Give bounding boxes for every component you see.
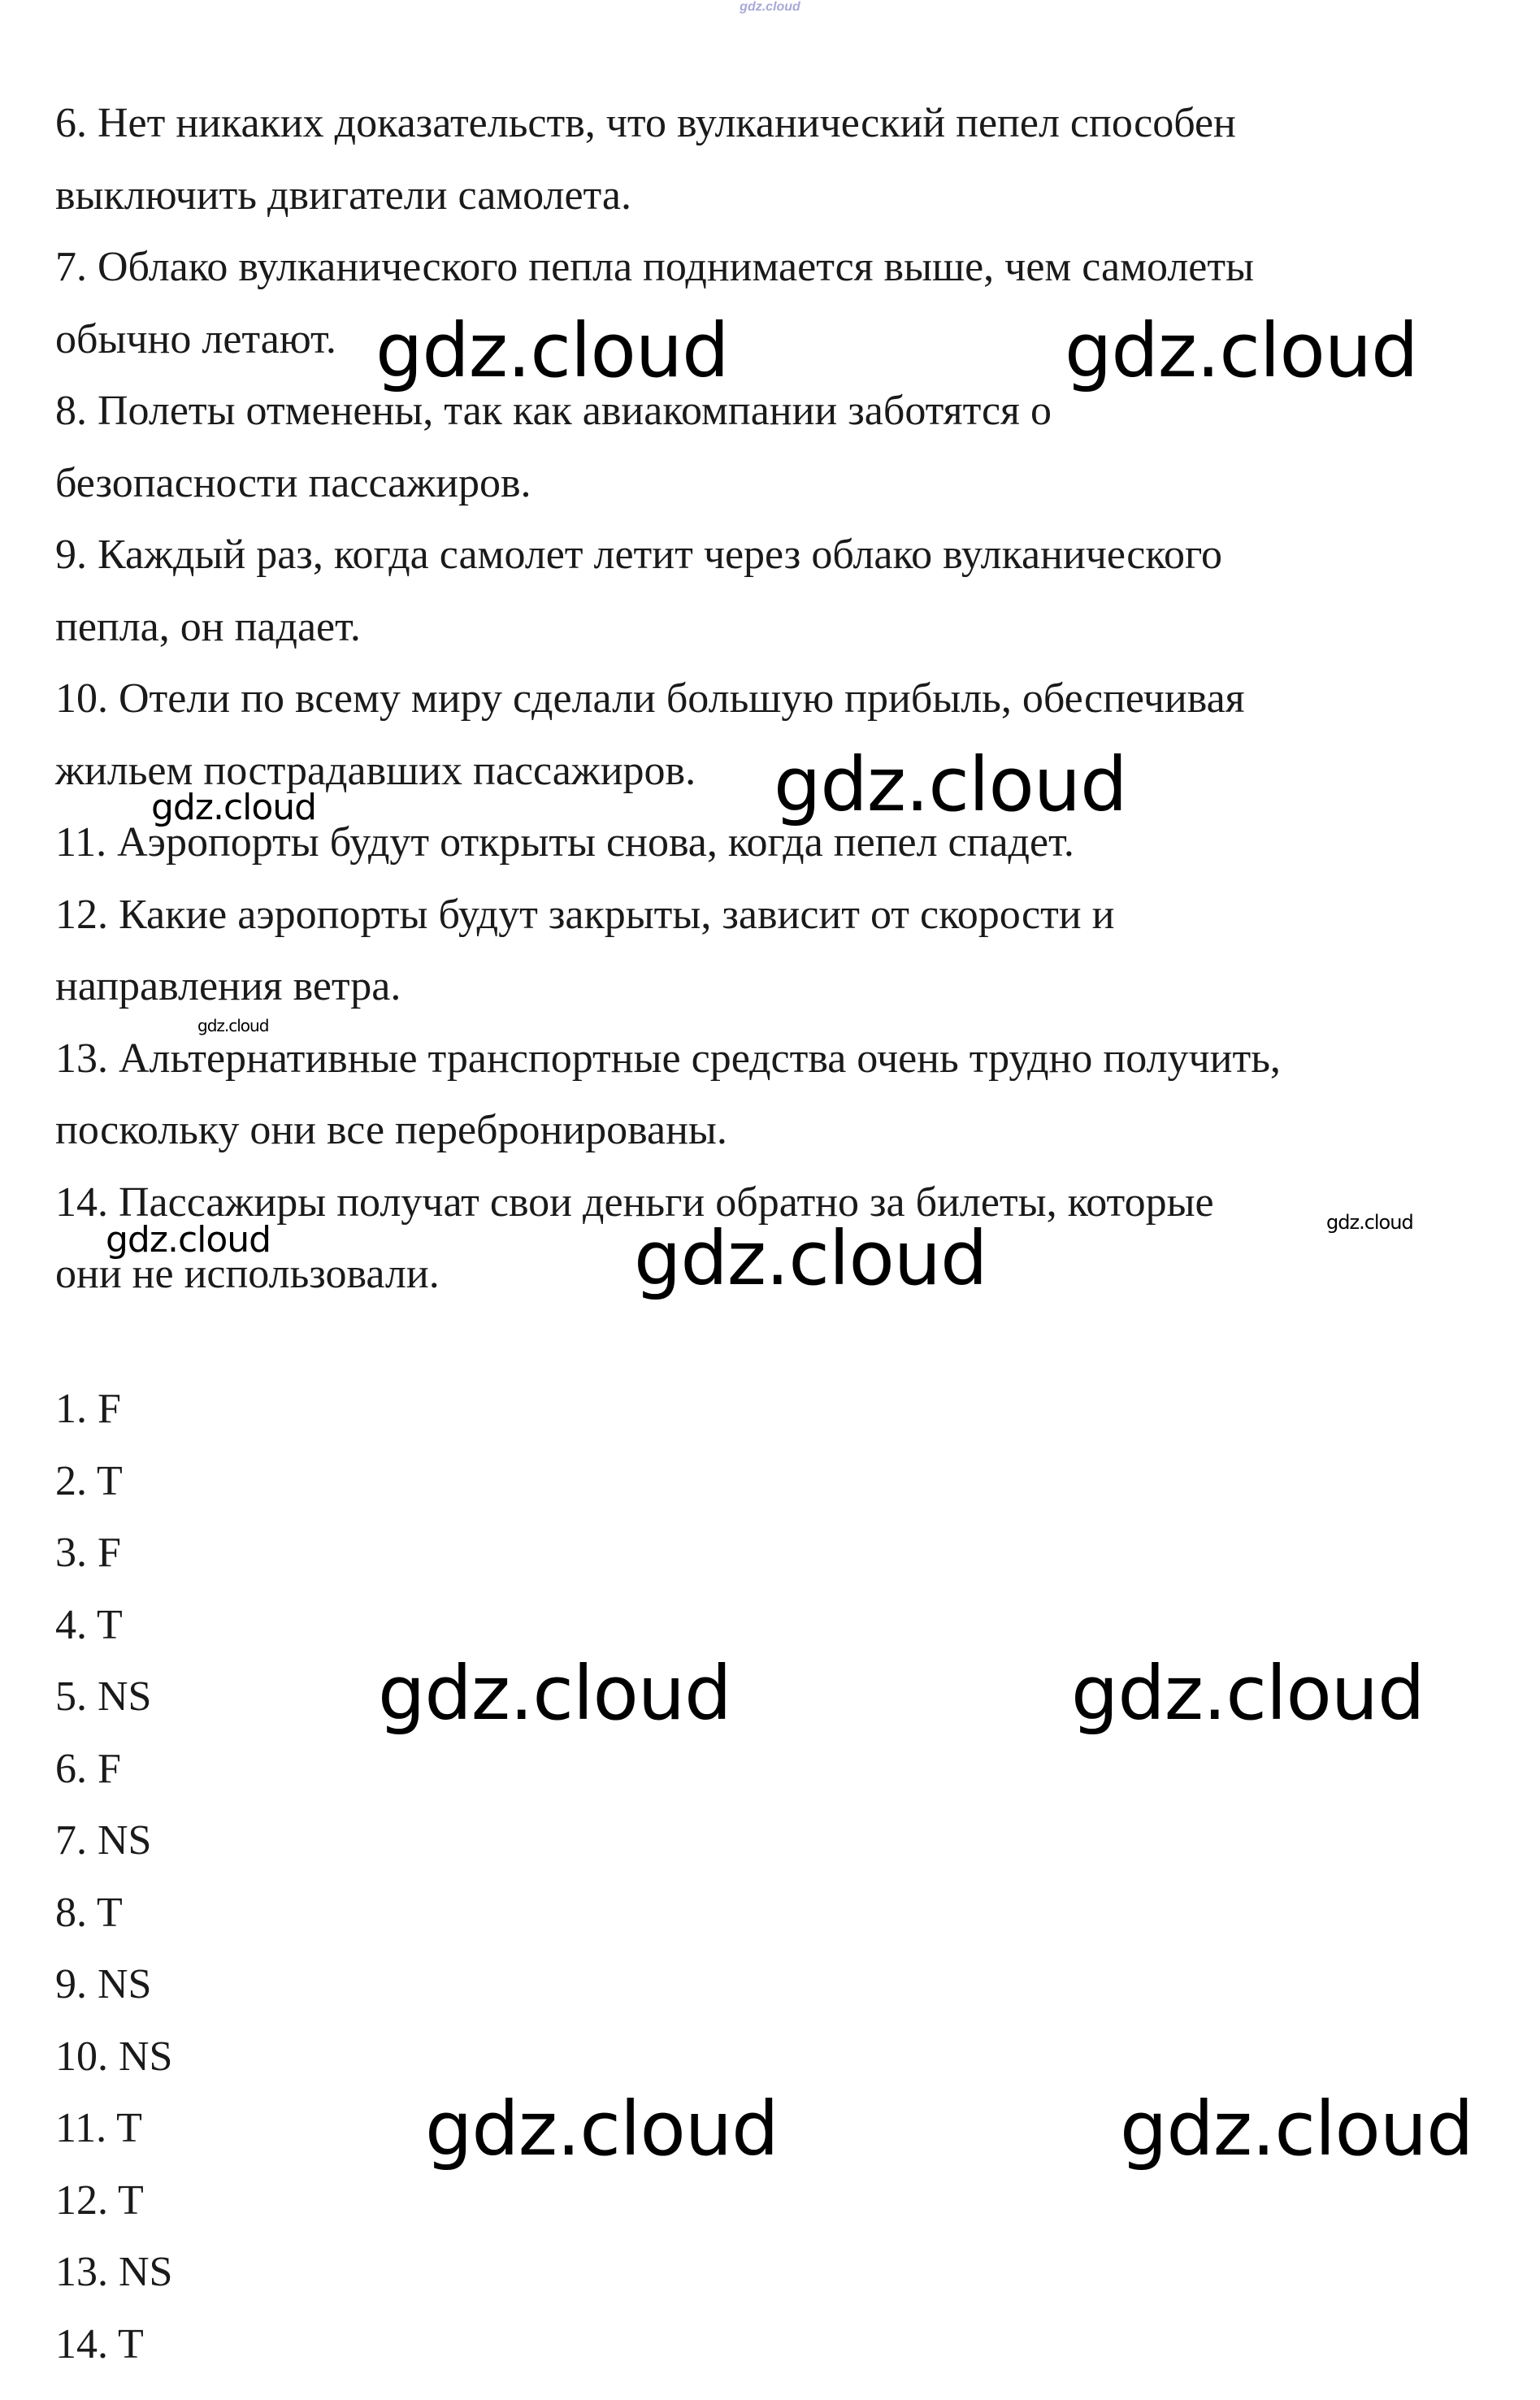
watermark: gdz.cloud bbox=[1071, 1650, 1425, 1737]
answer-item: 8. T bbox=[55, 1889, 123, 1936]
answer-item: 2. T bbox=[55, 1457, 123, 1504]
answers-list bbox=[55, 1374, 380, 2380]
answer-item: 7. NS bbox=[55, 1817, 152, 1864]
watermark: gdz.cloud bbox=[197, 1016, 269, 1035]
statement-item: 8. Полеты отменены, так как авиакомпании заботятся о безопасности пассажиров. bbox=[55, 388, 1052, 506]
answer-item: 1. F bbox=[55, 1386, 121, 1432]
statement-item: 10. Отели по всему миру сделали большую прибыль, обеспечивая жильем пострадавших пассажиров. bbox=[55, 675, 1245, 794]
watermark: gdz.cloud bbox=[378, 1650, 731, 1737]
statement-item: 9. Каждый раз, когда самолет летит через облако вулканического пепла, он падает. bbox=[55, 532, 1223, 650]
answer-item: 4. T bbox=[55, 1601, 123, 1648]
statement-item: 11. Аэропорты будут открыты снова, когда пепел спадет. bbox=[55, 819, 1074, 866]
answer-item: 13. NS bbox=[55, 2249, 173, 2295]
watermark: gdz.cloud bbox=[774, 741, 1127, 828]
statement-item: 12. Какие аэропорты будут закрыты, зависит от скорости и направления ветра. bbox=[55, 891, 1115, 1009]
answer-item: 12. T bbox=[55, 2176, 144, 2224]
watermark: gdz.cloud bbox=[634, 1215, 987, 1302]
watermark: gdz.cloud bbox=[1326, 1211, 1413, 1234]
statement-item: 14. Пассажиры получат свои деньги обратно за билеты, которые они не использовали. bbox=[55, 1178, 1214, 1297]
top-watermark: gdz.cloud bbox=[740, 0, 800, 14]
answer-item: 14. T bbox=[55, 2320, 144, 2367]
watermark: gdz.cloud bbox=[425, 2085, 779, 2172]
watermark: gdz.cloud bbox=[1065, 307, 1418, 394]
statements-list bbox=[55, 88, 1486, 1311]
answer-item: 11. T bbox=[55, 2105, 142, 2151]
statement-item: 7. Облако вулканического пепла поднимается выше, чем самолеты обычно летают. bbox=[55, 244, 1255, 362]
answer-item: 10. NS bbox=[55, 2033, 173, 2080]
answer-item: 9. NS bbox=[55, 1961, 152, 2007]
watermark: gdz.cloud bbox=[151, 787, 317, 828]
watermark: gdz.cloud bbox=[375, 307, 729, 394]
watermark: gdz.cloud bbox=[1120, 2085, 1473, 2172]
statement-item: 6. Нет никаких доказательств, что вулканический пепел способен выключить двигатели самолета. bbox=[55, 100, 1236, 219]
answer-item: 3. F bbox=[55, 1530, 121, 1576]
watermark: gdz.cloud bbox=[106, 1219, 271, 1261]
answer-item: 6. F bbox=[55, 1745, 121, 1792]
statement-item: 13. Альтернативные транспортные средства очень трудно получить, поскольку они все перебронированы. bbox=[55, 1035, 1281, 1153]
answer-item: 5. NS bbox=[55, 1673, 152, 1720]
